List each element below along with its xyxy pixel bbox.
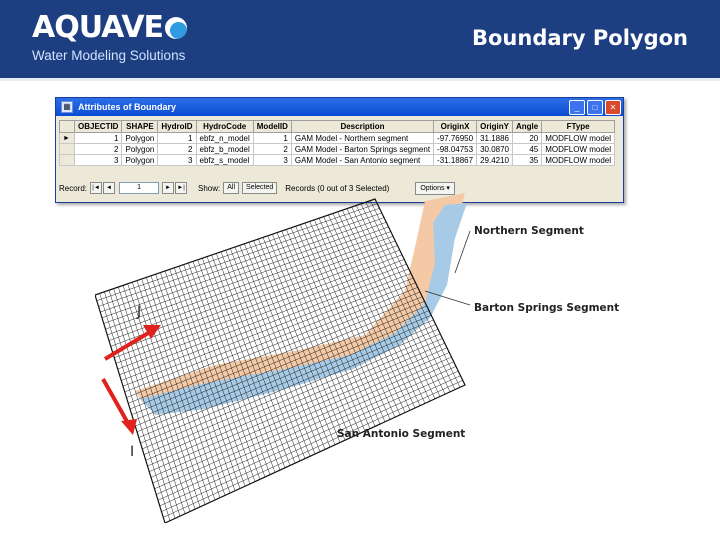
j-direction-arrow <box>105 329 155 359</box>
table-cell[interactable]: Polygon <box>122 133 158 144</box>
table-cell[interactable]: MODFLOW model <box>542 133 615 144</box>
column-header[interactable]: FType <box>542 121 615 133</box>
table-cell[interactable]: 29.4210 <box>477 155 513 166</box>
column-header[interactable]: ModelID <box>253 121 291 133</box>
column-header[interactable]: OriginY <box>477 121 513 133</box>
grid-row-line <box>99 208 380 306</box>
options-label: Options <box>420 184 445 192</box>
table-cell[interactable]: 1 <box>158 133 196 144</box>
header-bar <box>0 0 720 81</box>
aquaveo-logo <box>32 10 187 63</box>
table-cell[interactable]: 3 <box>75 155 122 166</box>
first-record-button[interactable]: |◄ <box>90 182 102 194</box>
row-selector[interactable] <box>60 144 75 155</box>
grid-row-line <box>102 218 384 318</box>
table-cell[interactable]: 20 <box>513 133 542 144</box>
san-antonio-segment-label: San Antonio Segment <box>337 428 466 440</box>
table-icon: ▦ <box>61 101 73 113</box>
dropdown-arrow-icon: ▾ <box>446 184 450 192</box>
column-header[interactable]: SHAPE <box>122 121 158 133</box>
row-selector-header[interactable] <box>60 121 75 133</box>
northern-segment-label: Northern Segment <box>474 225 584 237</box>
table-cell[interactable]: 2 <box>75 144 122 155</box>
table-cell[interactable]: MODFLOW model <box>542 155 615 166</box>
table-header-row <box>60 121 615 133</box>
axis-j-label: J <box>137 304 142 320</box>
attribute-table <box>59 120 615 166</box>
northern-leader-line <box>455 231 470 273</box>
show-all-button[interactable]: All <box>223 182 239 194</box>
maximize-button[interactable]: □ <box>587 100 603 115</box>
column-header[interactable]: HydroID <box>158 121 196 133</box>
table-cell[interactable]: -97.76950 <box>434 133 477 144</box>
grid-row-line <box>109 236 393 340</box>
table-row[interactable] <box>60 144 615 155</box>
table-cell[interactable]: 3 <box>253 155 291 166</box>
table-cell[interactable]: 31.1886 <box>477 133 513 144</box>
table-cell[interactable]: GAM Model - Barton Springs segment <box>291 144 433 155</box>
close-button[interactable]: ✕ <box>605 100 621 115</box>
table-cell[interactable]: GAM Model - Northern segment <box>291 133 433 144</box>
table-cell[interactable]: 2 <box>253 144 291 155</box>
show-selected-button[interactable]: Selected <box>242 182 277 194</box>
logo-tagline: Water Modeling Solutions <box>32 48 186 63</box>
axis-i-label: I <box>130 444 135 460</box>
logo-text: AQUAVE <box>32 10 164 45</box>
window-titlebar[interactable] <box>56 98 623 116</box>
next-record-button[interactable]: ► <box>162 182 174 194</box>
table-cell[interactable]: 2 <box>158 144 196 155</box>
table-row[interactable] <box>60 155 615 166</box>
attributes-window <box>55 97 624 203</box>
last-record-button[interactable]: ►| <box>175 182 187 194</box>
table-cell[interactable]: 35 <box>513 155 542 166</box>
table-cell[interactable]: 45 <box>513 144 542 155</box>
logo-o-icon <box>165 17 187 39</box>
grid-row-line <box>100 213 382 312</box>
table-cell[interactable]: 3 <box>158 155 196 166</box>
table-cell[interactable]: Polygon <box>122 144 158 155</box>
table-cell[interactable]: ebfz_b_model <box>196 144 253 155</box>
row-selector-arrow-icon[interactable]: ► <box>60 133 75 144</box>
grid-row-line <box>107 232 391 335</box>
column-header[interactable]: OriginX <box>434 121 477 133</box>
table-cell[interactable]: 30.0870 <box>477 144 513 155</box>
grid-map <box>95 193 635 523</box>
window-title: Attributes of Boundary <box>78 102 176 112</box>
table-cell[interactable]: 1 <box>253 133 291 144</box>
records-status: Records (0 out of 3 Selected) <box>285 183 390 193</box>
i-arrowhead <box>121 419 137 435</box>
show-label: Show: <box>198 183 221 193</box>
records-label: Record: <box>59 183 88 193</box>
column-header[interactable]: Angle <box>513 121 542 133</box>
table-cell[interactable]: Polygon <box>122 155 158 166</box>
table-cell[interactable]: ebfz_s_model <box>196 155 253 166</box>
table-cell[interactable]: ebfz_n_model <box>196 133 253 144</box>
column-header[interactable]: Description <box>291 121 433 133</box>
column-header[interactable]: HydroCode <box>196 121 253 133</box>
slide-title: Boundary Polygon <box>471 26 688 50</box>
table-cell[interactable]: -31.18867 <box>434 155 477 166</box>
table-cell[interactable]: GAM Model - San Antonio segment <box>291 155 433 166</box>
column-header[interactable]: OBJECTID <box>75 121 122 133</box>
table-row[interactable] <box>60 133 615 144</box>
i-direction-arrow <box>103 379 129 425</box>
table-cell[interactable]: 1 <box>75 133 122 144</box>
table-cell[interactable]: -98.04753 <box>434 144 477 155</box>
table-cell[interactable]: MODFLOW model <box>542 144 615 155</box>
minimize-button[interactable]: _ <box>569 100 585 115</box>
record-number-input[interactable]: 1 <box>119 182 159 194</box>
barton-springs-segment-label: Barton Springs Segment <box>474 302 620 314</box>
row-selector[interactable] <box>60 155 75 166</box>
previous-record-button[interactable]: ◄ <box>103 182 115 194</box>
